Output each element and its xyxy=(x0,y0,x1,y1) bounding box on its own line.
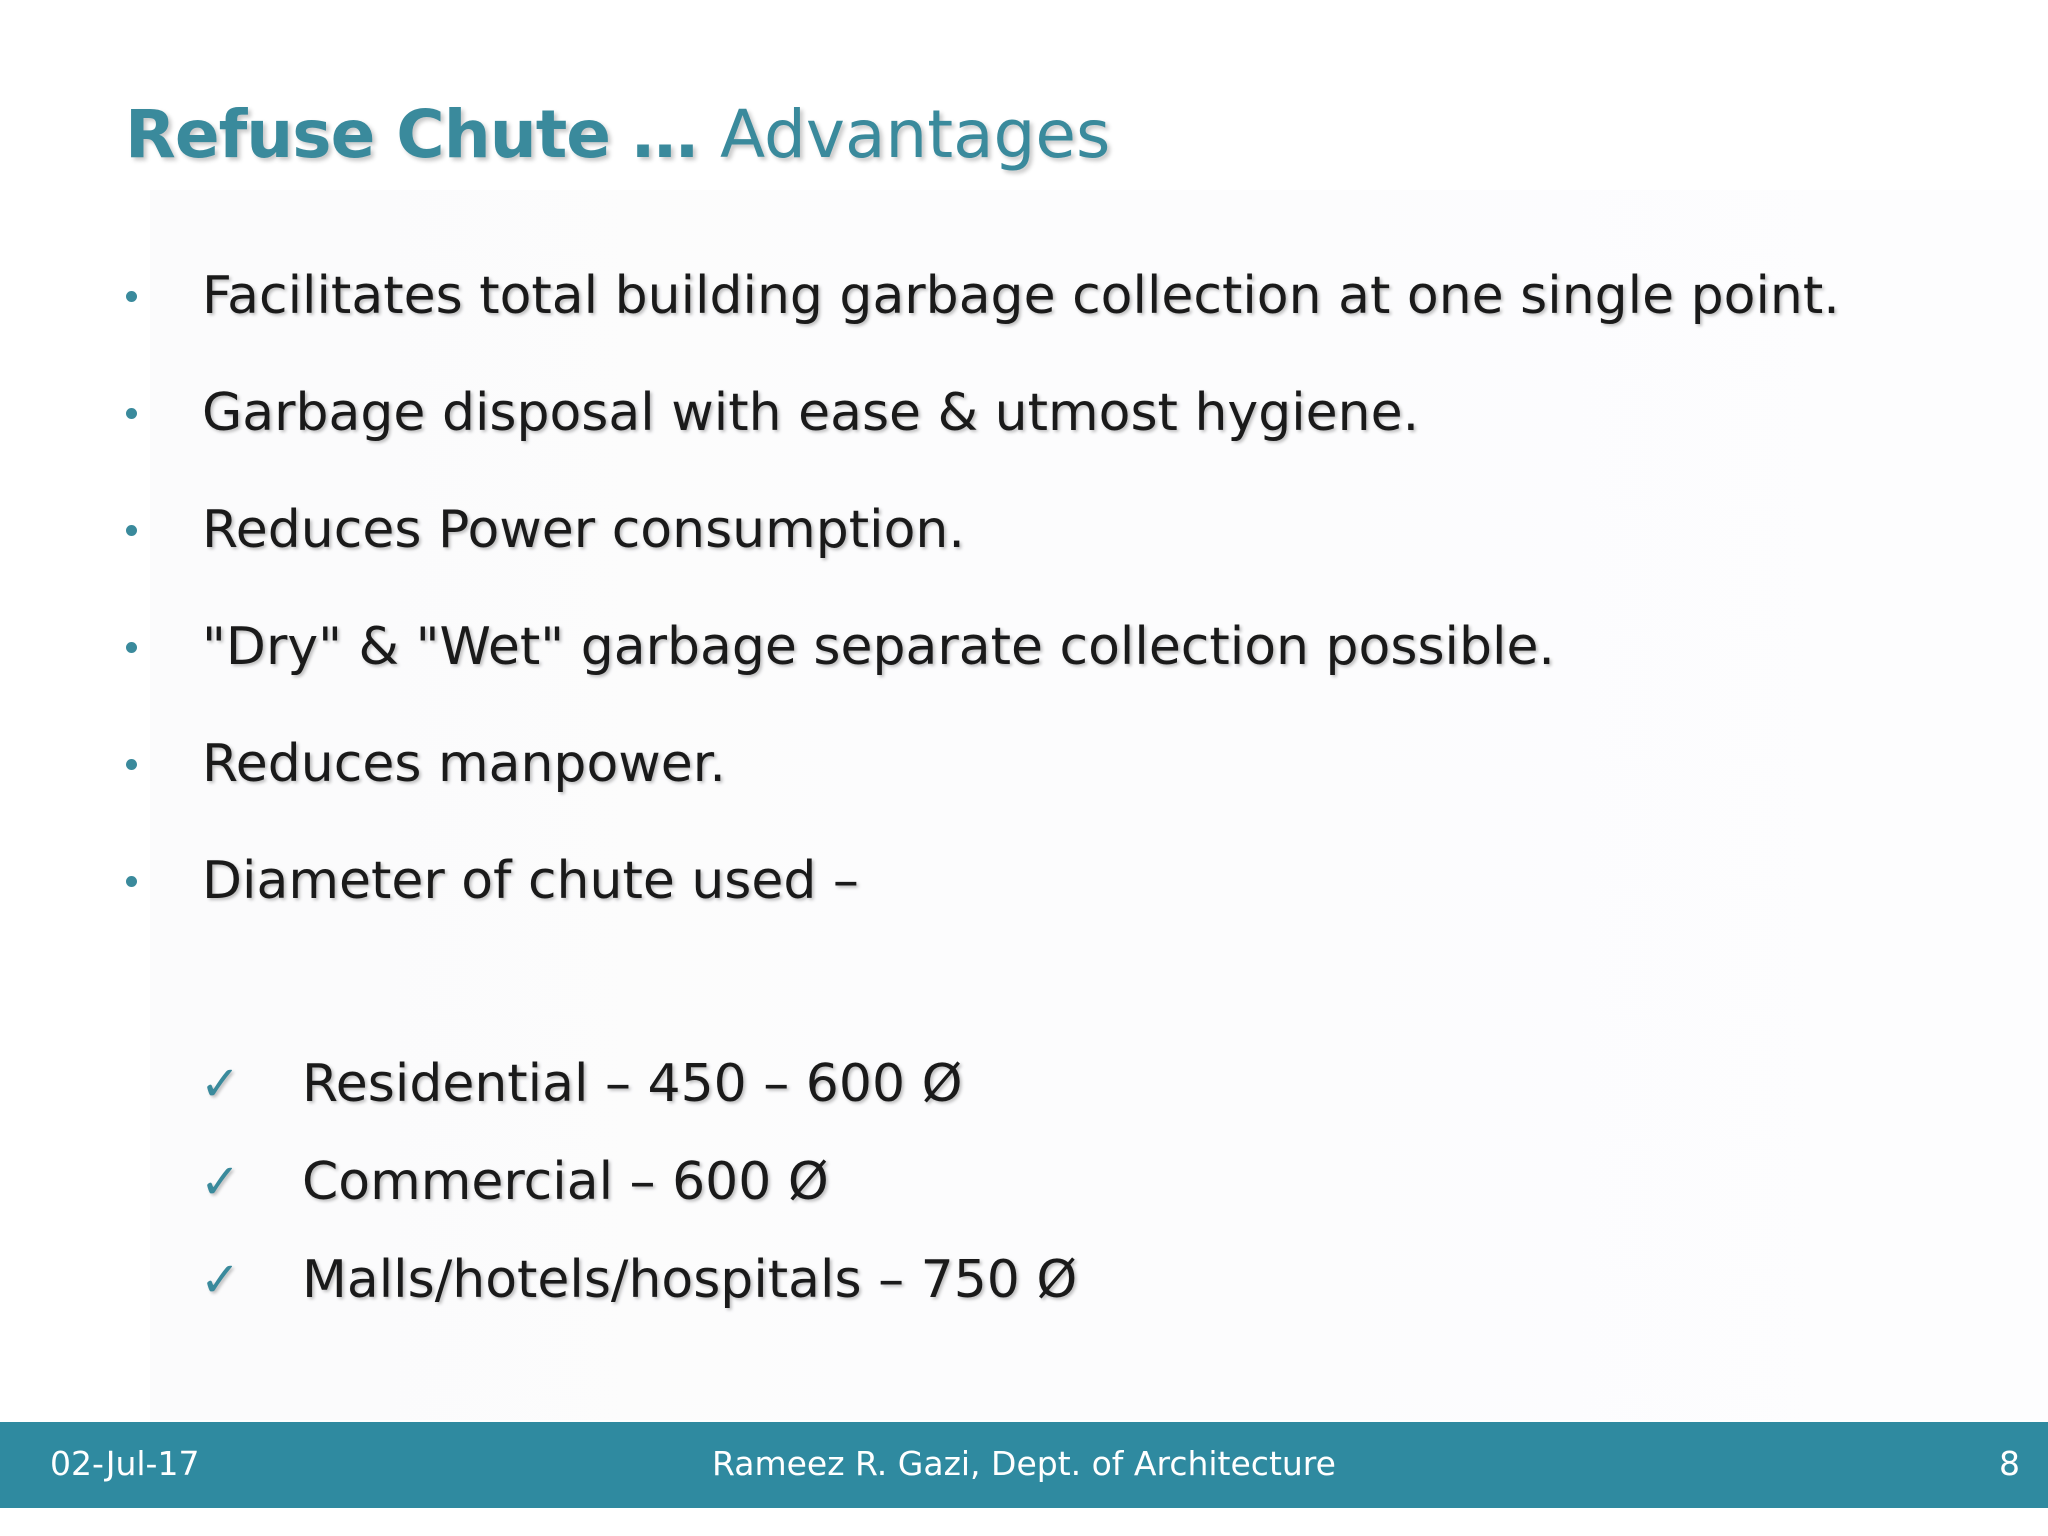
bullet-text: Reduces manpower. xyxy=(202,734,726,794)
sub-bullet-text: Commercial – 600 Ø xyxy=(302,1152,829,1212)
bullet-item xyxy=(120,479,1925,582)
bullet-dot-icon xyxy=(126,291,137,302)
bullet-item xyxy=(120,596,1925,699)
title-bold: Refuse Chute … xyxy=(125,96,698,173)
bullet-dot-icon xyxy=(126,642,137,653)
bullet-text: Facilitates total building garbage collection at one single point. xyxy=(202,266,1840,326)
checkmark-icon: ✓ xyxy=(200,1154,241,1210)
bullet-text: Reduces Power consumption. xyxy=(202,500,965,560)
bullet-item xyxy=(120,713,1925,816)
sub-bullet-text: Malls/hotels/hospitals – 750 Ø xyxy=(302,1250,1078,1310)
sub-bullet-text: Residential – 450 – 600 Ø xyxy=(302,1054,963,1114)
sub-bullet-item xyxy=(200,1035,1077,1133)
slide-footer xyxy=(0,1422,2048,1508)
bullet-item xyxy=(120,362,1925,465)
checkmark-icon: ✓ xyxy=(200,1252,241,1308)
bullet-dot-icon xyxy=(126,525,137,536)
sub-bullet-list xyxy=(200,1035,1077,1329)
footer-page-number: 8 xyxy=(1999,1444,2020,1483)
bullet-list xyxy=(120,245,1925,947)
footer-date: 02-Jul-17 xyxy=(50,1444,200,1483)
bullet-dot-icon xyxy=(126,759,137,770)
checkmark-icon: ✓ xyxy=(200,1056,241,1112)
sub-bullet-item xyxy=(200,1231,1077,1329)
bullet-text: Diameter of chute used – xyxy=(202,851,859,911)
sub-bullet-item xyxy=(200,1133,1077,1231)
bottom-strip xyxy=(0,1508,2048,1536)
bullet-text: Garbage disposal with ease & utmost hygiene. xyxy=(202,383,1420,443)
bullet-dot-icon xyxy=(126,876,137,887)
footer-author: Rameez R. Gazi, Dept. of Architecture xyxy=(712,1444,1336,1483)
bullet-item xyxy=(120,245,1925,348)
slide-title xyxy=(125,90,1110,180)
bullet-item xyxy=(120,830,1925,933)
title-light: Advantages xyxy=(720,96,1111,173)
bullet-dot-icon xyxy=(126,408,137,419)
bullet-text: "Dry" & "Wet" garbage separate collection possible. xyxy=(202,617,1555,677)
